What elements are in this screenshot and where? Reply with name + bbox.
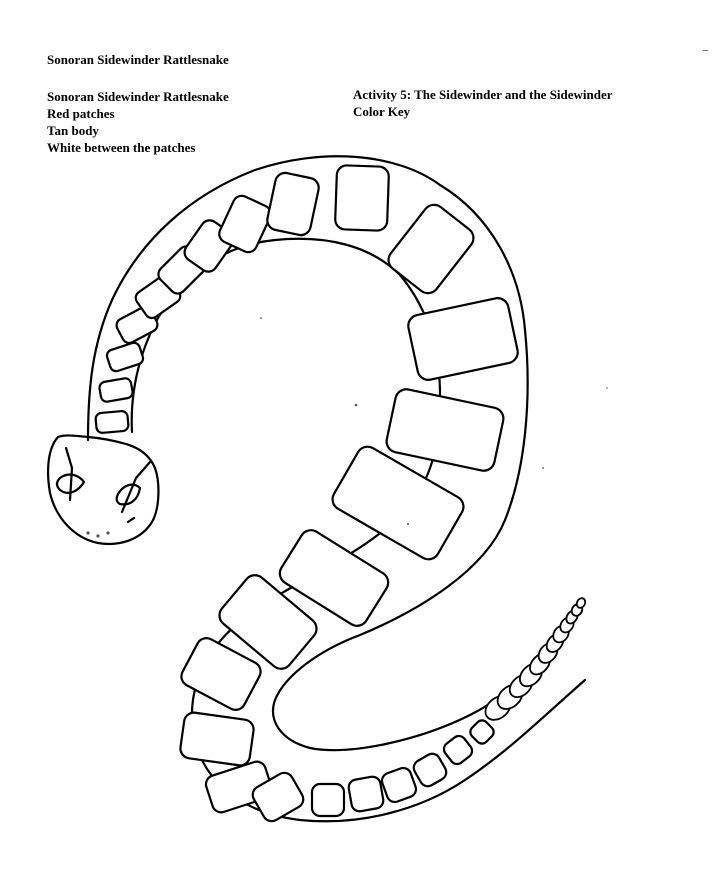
activity-subtitle: Color Key <box>353 104 411 119</box>
activity-title: Activity 5: The Sidewinder and the Sidewinder <box>353 87 613 102</box>
snake-head <box>48 435 158 544</box>
snake-rattle <box>481 597 587 725</box>
color-key-heading: Sonoran Sidewinder Rattlesnake <box>47 89 229 104</box>
head-outline <box>48 435 158 544</box>
page-title: Sonoran Sidewinder Rattlesnake <box>47 52 229 67</box>
color-key-tan-body: Tan body <box>47 123 99 138</box>
color-key-white-between: White between the patches <box>47 140 196 155</box>
color-key-red-patches: Red patches <box>47 106 115 121</box>
